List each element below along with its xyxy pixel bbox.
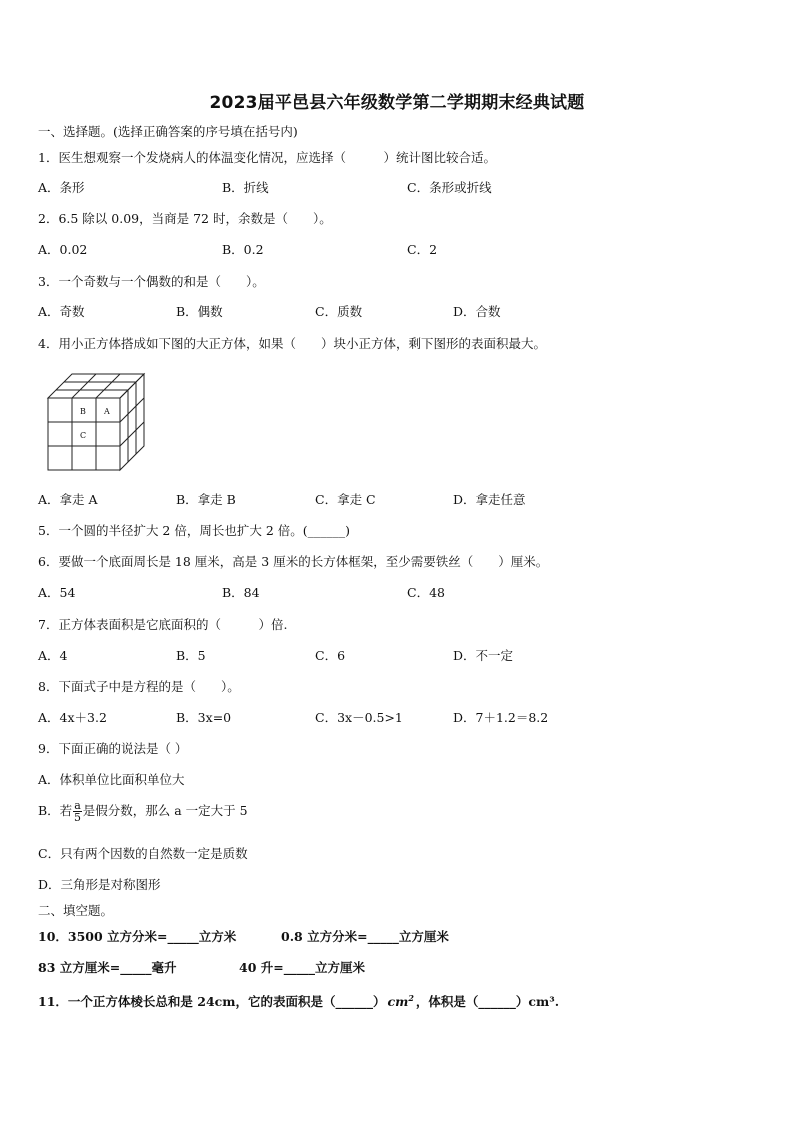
q2-option-c: C．2: [407, 242, 438, 257]
question-9: 9．下面正确的说法是（ ）: [38, 741, 188, 756]
q8-option-d: D．7＋1.2＝8.2: [453, 710, 549, 725]
q1-option-b: B．折线: [222, 180, 269, 195]
q1-option-a: A．条形: [38, 180, 85, 195]
q1-option-c: C．条形或折线: [407, 180, 492, 195]
cube-label-b: B: [80, 407, 86, 416]
q8-option-a: A．4x＋3.2: [38, 710, 107, 725]
q10-part-3: 83 立方厘米=_____毫升: [38, 960, 177, 975]
q8-option-c: C．3x－0.5>1: [315, 710, 403, 725]
question-4: 4．用小正方体搭成如下图的大正方体，如果（ ）块小正方体，剩下图形的表面积最大。: [38, 336, 546, 351]
q7-option-a: A．4: [38, 648, 68, 663]
q9-option-a: A．体积单位比面积单位大: [38, 772, 185, 787]
unit-cm-text: cm: [387, 994, 409, 1009]
q9-option-d: D．三角形是对称图形: [38, 877, 161, 892]
q8-option-b: B．3x=0: [176, 710, 232, 725]
q6-option-b: B．84: [222, 585, 260, 600]
q3-option-d: D．合数: [453, 304, 501, 319]
question-3: 3．一个奇数与一个偶数的和是（ ）。: [38, 274, 265, 289]
question-6: 6．要做一个底面周长是 18 厘米，高是 3 厘米的长方体框架，至少需要铁丝（ ）厘米。: [38, 554, 549, 569]
q10-part-1: 10．3500 立方分米=_____立方米: [38, 929, 237, 944]
q3-option-a: A．奇数: [38, 304, 85, 319]
q4-option-b: B．拿走 B: [176, 492, 236, 507]
q9-option-c: C．只有两个因数的自然数一定是质数: [38, 846, 248, 861]
q10-part-2: 0.8 立方分米=_____立方厘米: [281, 929, 449, 944]
q2-option-a: A．0.02: [38, 242, 88, 257]
q4-option-a: A．拿走 A: [38, 492, 98, 507]
q6-option-a: A．54: [38, 585, 76, 600]
page-title: 2023届平邑县六年级数学第二学期期末经典试题: [209, 93, 585, 113]
q2-option-b: B．0.2: [222, 242, 264, 257]
cube-label-a: A: [104, 407, 110, 416]
q11-prefix: 11．一个正方体棱长总和是 24cm，它的表面积是（______）: [38, 994, 386, 1009]
q11-suffix: ，体积是（______）cm³.: [415, 994, 560, 1009]
question-2: 2．6.5 除以 0.09，当商是 72 时，余数是（ ）。: [38, 211, 332, 226]
q7-option-c: C．6: [315, 648, 346, 663]
fraction-denominator: 5: [73, 811, 81, 824]
unit-cm: [387, 994, 413, 1009]
q7-option-d: D．不一定: [453, 648, 514, 663]
question-11: [38, 992, 559, 1010]
q7-option-b: B．5: [176, 648, 206, 663]
q9-option-b: [38, 800, 248, 823]
question-7: 7．正方体表面积是它底面积的（ ）倍.: [38, 617, 288, 632]
cube-label-c: C: [80, 431, 87, 440]
question-8: 8．下面式子中是方程的是（ ）。: [38, 679, 240, 694]
section-heading-choice: 一、选择题。(选择正确答案的序号填在括号内): [38, 124, 298, 139]
q10-part-4: 40 升=_____立方厘米: [239, 960, 365, 975]
question-5: 5．一个圆的半径扩大 2 倍，周长也扩大 2 倍。(______): [38, 523, 351, 538]
cube-diagram: [40, 368, 152, 472]
q4-option-d: D．拿走任意: [453, 492, 526, 507]
q3-option-c: C．质数: [315, 304, 363, 319]
q9-option-b-prefix: B．若: [38, 803, 73, 818]
fraction-numerator: a: [74, 799, 81, 812]
q6-option-c: C．48: [407, 585, 445, 600]
q3-option-b: B．偶数: [176, 304, 223, 319]
q4-option-c: C．拿走 C: [315, 492, 376, 507]
section-heading-fill: 二、填空题。: [38, 903, 114, 918]
fraction-a-over-5: [73, 800, 82, 823]
question-1: 1．医生想观察一个发烧病人的体温变化情况，应选择（ ）统计图比较合适。: [38, 150, 496, 165]
unit-cm-exponent: 2: [408, 992, 414, 1003]
q9-option-b-suffix: 是假分数，那么 a 一定大于 5: [82, 803, 248, 818]
